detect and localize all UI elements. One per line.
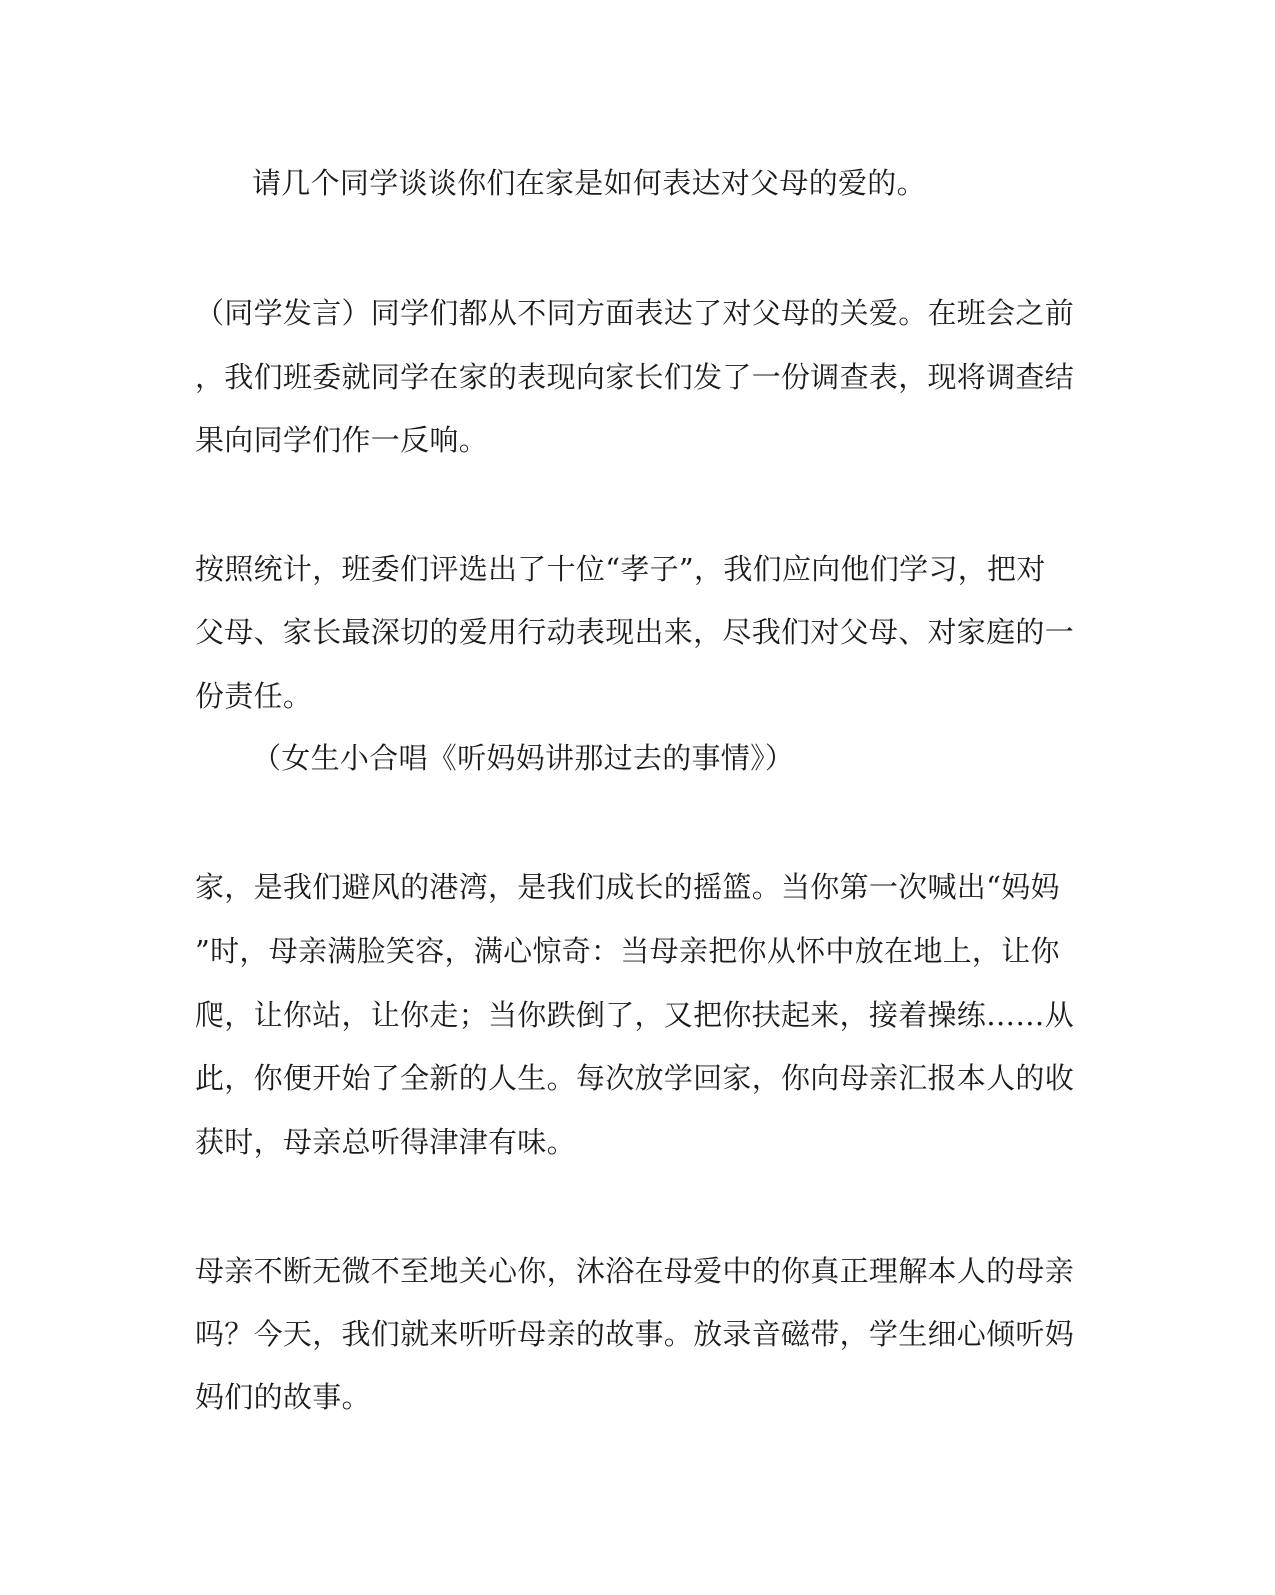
paragraph-5-line-5: 获时，母亲总听得津津有味。	[195, 1125, 576, 1159]
paragraph-6-line-3: 妈们的故事。	[195, 1380, 371, 1414]
paragraph-4-line-1: （女生小合唱《听妈妈讲那过去的事情》）	[252, 741, 795, 775]
paragraph-5-line-3: 爬，让你站，让你走；当你跌倒了，又把你扶起来，接着操练……从	[195, 998, 1075, 1032]
paragraph-2-line-1: （同学发言）同学们都从不同方面表达了对父母的关爱。在班会之前	[195, 296, 1075, 330]
paragraph-2-line-3: 果向同学们作一反响。	[195, 423, 489, 457]
paragraph-5-line-2: ”时，母亲满脸笑容，满心惊奇：当母亲把你从怀中放在地上，让你	[195, 934, 1060, 968]
paragraph-3-line-2: 父母、家长最深切的爱用行动表现出来，尽我们对父母、对家庭的一	[195, 615, 1075, 649]
paragraph-6-line-2: 吗？今天，我们就来听听母亲的故事。放录音磁带，学生细心倾听妈	[195, 1317, 1075, 1351]
paragraph-5-line-1: 家，是我们避风的港湾，是我们成长的摇篮。当你第一次喊出“妈妈	[195, 870, 1060, 904]
paragraph-5-line-4: 此，你便开始了全新的人生。每次放学回家，你向母亲汇报本人的收	[195, 1061, 1075, 1095]
paragraph-1-line-1: 请几个同学谈谈你们在家是如何表达对父母的爱的。	[252, 166, 926, 200]
paragraph-3-line-1: 按照统计，班委们评选出了十位“孝子”，我们应向他们学习，把对	[195, 552, 1046, 586]
paragraph-2-line-2: ，我们班委就同学在家的表现向家长们发了一份调查表，现将调查结	[195, 360, 1075, 394]
paragraph-3-line-3: 份责任。	[195, 679, 313, 713]
paragraph-6-line-1: 母亲不断无微不至地关心你，沐浴在母爱中的你真正理解本人的母亲	[195, 1254, 1075, 1288]
